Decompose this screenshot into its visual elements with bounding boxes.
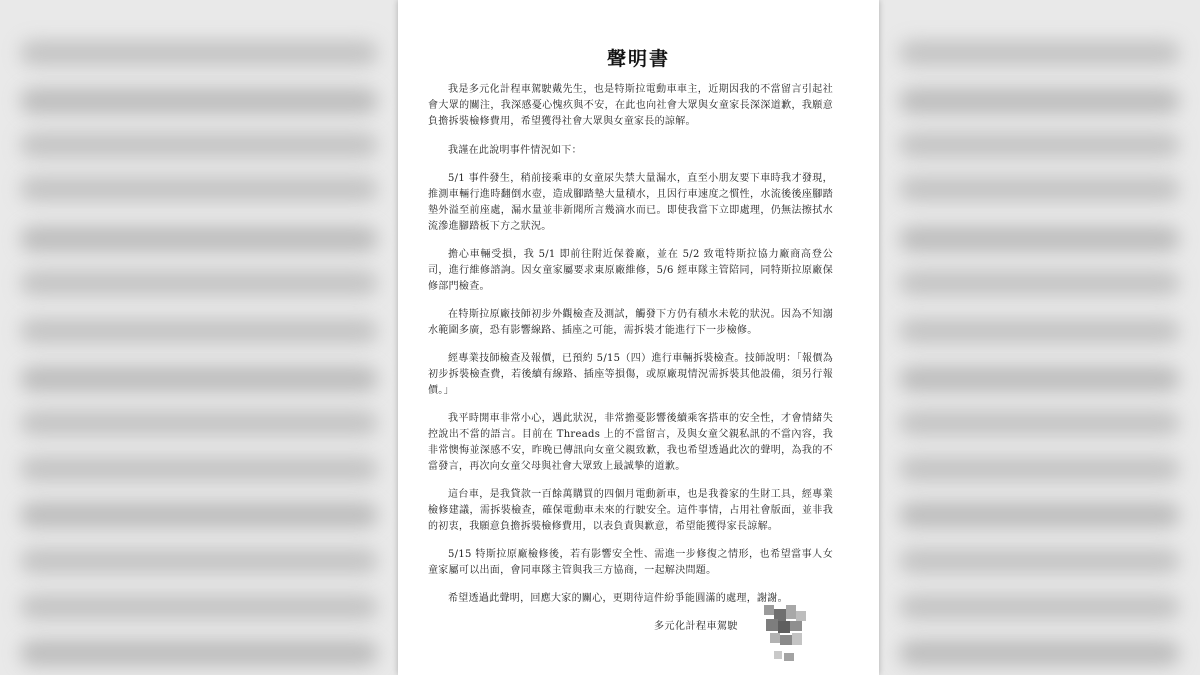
paragraph-closing: 希望透過此聲明，回應大家的關心，更期待這件紛爭能圓滿的處理，謝謝。 <box>448 593 788 604</box>
paragraph-followup: 5/15 特斯拉原廠檢修後，若有影響安全性、需進一步修復之情形，也希望當事人女童家屬可以出面，會同車隊主管與我三方協商，一起解決問題。 <box>428 549 833 576</box>
paragraph-regret: 我平時開車非常小心，遇此狀況，非常擔憂影響後續乘客搭車的安全性，才會情緒失控說出不當的語言。目前在 Threads 上的不當留言，及與女童父親私訊的不當內容，我非常懊悔並深感不安，昨晚已傳訊向女童父親致歉，我也希望透過此次的聲明，為我的不當發言，再次向女童父母與社會大眾致上最誠摯的道歉。 <box>428 413 833 472</box>
blurred-background-left <box>0 0 398 675</box>
paragraph-vehicle: 這台車，是我貸款一百餘萬購買的四個月電動新車，也是我養家的生財工具，經專業檢修建議，需拆裝檢查，確保電動車未來的行駛安全。這件事情，占用社會版面，並非我的初衷，我願意負擔拆裝檢修費用，以表負責與歉意，希望能獲得家長諒解。 <box>428 489 833 532</box>
document-title: 聲明書 <box>606 48 670 70</box>
paragraph-intro: 我謹在此說明事件情況如下： <box>448 145 582 156</box>
signature-line: 多元化計程車駕駛 <box>654 621 738 632</box>
paragraph-incident: 5/1 事件發生，稍前接乘車的女童尿失禁大量漏水，直至小朋友要下車時我才發現，推測車輛行進時翻倒水壺，造成腳踏墊大量積水，且因行車速度之慣性，水流後後座腳踏墊外溢至前座處，漏水量並非新聞所言幾滴水而已。即使我當下立即處理，仍無法擦拭水流滲進腳踏板下方之狀況。 <box>428 173 833 232</box>
document-body <box>428 82 833 619</box>
statement-document <box>398 0 879 675</box>
blurred-background-right <box>879 0 1200 675</box>
paragraph-quote: 經專業技師檢查及報價，已預約 5/15（四）進行車輛拆裝檢查。技師說明：「報價為初步拆裝檢查費，若後續有線路、插座等損傷，或原廠現情況需拆裝其他設備，須另行報價。」 <box>428 353 833 396</box>
paragraph-repair-inquiry: 擔心車輛受損，我 5/1 即前往附近保養廠，並在 5/2 致電特斯拉協力廠商高登公司，進行維修諮詢。因女童家屬要求東原廠維修，5/6 經車隊主管陪同，同特斯拉原廠保修部門檢查。 <box>428 249 833 292</box>
paragraph-apology: 我是多元化計程車駕駛戴先生，也是特斯拉電動車車主，近期因我的不當留言引起社會大眾的關注，我深感憂心愧疚與不安，在此也向社會大眾與女童家長深深道歉，我願意負擔拆裝檢修費用，希望獲得社會大眾與女童家長的諒解。 <box>428 84 833 127</box>
paragraph-inspection: 在特斯拉原廠技師初步外觀檢查及測試，觸發下方仍有積水未乾的狀況。因為不知溺水範圍多廣，恐有影響線路、插座之可能，需拆裝才能進行下一步檢修。 <box>428 309 833 336</box>
pixelated-signature-mark <box>764 605 808 669</box>
